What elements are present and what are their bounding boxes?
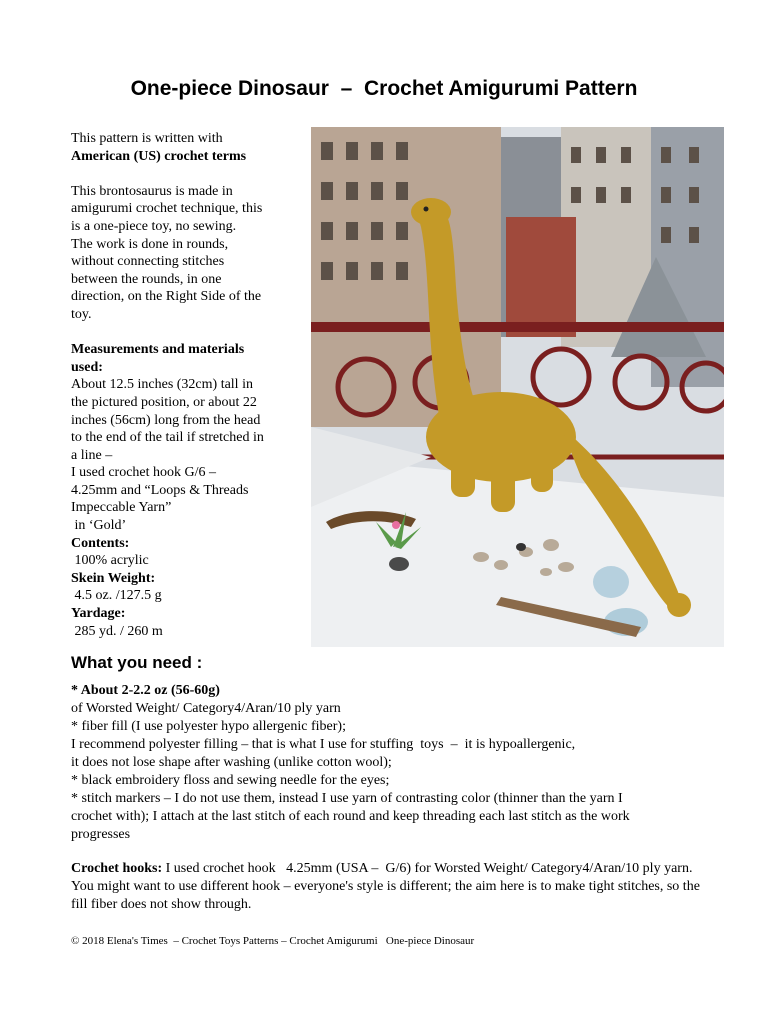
description-line: This brontosaurus is made in	[71, 183, 233, 199]
measurements-line: About 12.5 inches (32cm) tall in	[71, 377, 253, 393]
intro-terms: American (US) crochet terms	[71, 148, 247, 164]
yardage-value: 285 yd. / 260 m	[71, 623, 163, 639]
dinosaur-photo	[311, 127, 724, 647]
contents-label: Contents:	[71, 535, 130, 551]
description-line: toy.	[71, 306, 92, 322]
intro-line: This pattern is written with	[71, 131, 223, 146]
description-line: The work is done in rounds,	[71, 236, 229, 252]
page-title: One-piece Dinosaur – Crochet Amigurumi Pattern	[130, 77, 638, 100]
measurements-section	[71, 341, 287, 640]
yardage-row	[71, 605, 287, 640]
measurements-line: 4.25mm and “Loops & Threads	[71, 482, 249, 498]
crochet-hooks-paragraph	[71, 860, 704, 914]
measurements-line: in ‘Gold’	[71, 518, 127, 534]
description-line: direction, on the Right Side of the	[71, 289, 262, 305]
measurements-heading: used:	[71, 359, 103, 375]
need-line: * stitch markers – I do not use them, instead I use yarn of contrasting color (thinner than the yarn I	[71, 791, 623, 806]
measurements-line: Impeccable Yarn”	[71, 500, 172, 516]
need-line: * black embroidery floss and sewing needle for the eyes;	[71, 773, 390, 788]
description-line: amigurumi crochet technique, this	[71, 201, 263, 217]
description-paragraph	[71, 183, 287, 324]
page-footer: © 2018 Elena's Times – Crochet Toys Patterns – Crochet Amigurumi One-piece Dinosaur	[71, 935, 475, 947]
skein-weight-row	[71, 570, 287, 605]
measurements-line: a line –	[71, 447, 113, 463]
dinosaur-photo-illustration	[311, 127, 724, 647]
measurements-line: the pictured position, or about 22	[71, 394, 257, 410]
yardage-label: Yardage:	[71, 606, 126, 622]
intro-paragraph	[71, 130, 287, 165]
need-line: * fiber fill (I use polyester hypo allergenic fiber);	[71, 719, 346, 734]
need-line: it does not lose shape after washing (unlike cotton wool);	[71, 755, 392, 770]
measurements-line: I used crochet hook G/6 –	[71, 465, 217, 481]
description-line: between the rounds, in one	[71, 271, 222, 287]
description-line: is a one-piece toy, no sewing.	[71, 218, 237, 234]
measurements-heading: Measurements and materials	[71, 342, 245, 358]
intro-column	[71, 130, 287, 640]
what-you-need-list	[71, 682, 701, 844]
contents-row	[71, 535, 287, 570]
need-line: progresses	[71, 827, 131, 842]
need-line: of Worsted Weight/ Category4/Aran/10 ply yarn	[71, 701, 341, 716]
need-line: I recommend polyester filling – that is what I use for stuffing toys – it is hypoallergenic,	[71, 737, 576, 752]
measurements-line: inches (56cm) long from the head	[71, 412, 261, 428]
measurements-line: to the end of the tail if stretched in	[71, 430, 264, 446]
what-you-need-heading: What you need :	[71, 653, 203, 672]
skein-weight-value: 4.5 oz. /127.5 g	[71, 588, 162, 604]
description-line: without connecting stitches	[71, 254, 225, 270]
crochet-hooks-label: Crochet hooks:	[71, 861, 163, 876]
need-weight-line: * About 2-2.2 oz (56-60g)	[71, 683, 220, 698]
contents-value: 100% acrylic	[71, 553, 149, 569]
crochet-hooks-text: I used crochet hook 4.25mm (USA – G/6) for Worsted Weight/ Category4/Aran/10 ply yarn. You might want to use different hook – everyone's style is different; the aim here is to make tight stitches, so the fill fiber does not show through.	[71, 861, 704, 912]
skein-weight-label: Skein Weight:	[71, 570, 156, 586]
need-line: crochet with); I attach at the last stitch of each round and keep threading each last stitch as the work	[71, 809, 630, 824]
